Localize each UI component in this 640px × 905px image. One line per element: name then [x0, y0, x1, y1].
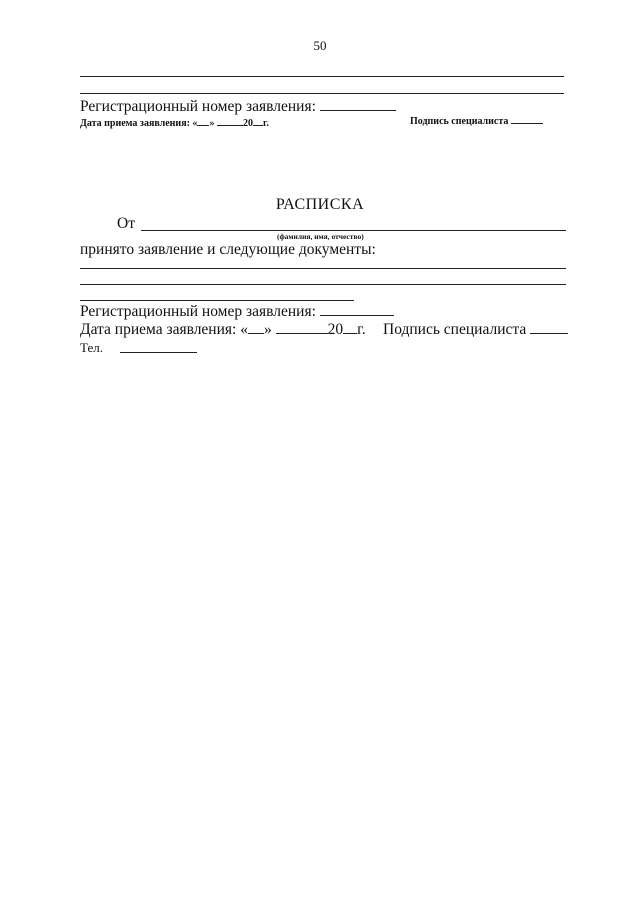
- receipt-signature-blank[interactable]: [530, 322, 568, 334]
- top-reg-number-blank[interactable]: [320, 99, 396, 111]
- top-date-label: Дата приема заявления: «: [80, 118, 198, 129]
- top-signature-label: Подпись специалиста: [410, 116, 509, 127]
- top-signature-blank[interactable]: [511, 115, 543, 124]
- receipt-title: РАСПИСКА: [275, 196, 365, 213]
- receipt-date-year-blank[interactable]: [343, 322, 357, 334]
- receipt-date-month-blank[interactable]: [276, 322, 328, 334]
- receipt-date-quote-close: »: [263, 321, 272, 338]
- top-date-month-blank[interactable]: [217, 117, 243, 126]
- receipt-documents-line-3[interactable]: [80, 300, 354, 301]
- top-date-row: [80, 117, 269, 129]
- receipt-reg-number-label: Регистрационный номер заявления:: [80, 303, 316, 320]
- top-reg-number-label: Регистрационный номер заявления:: [80, 98, 316, 115]
- receipt-date-year-prefix: 20: [327, 321, 344, 338]
- top-reg-number-row: [80, 98, 396, 116]
- receipt-date-year-suffix: г.: [357, 321, 366, 338]
- receipt-documents-label: принято заявление и следующие документы:: [80, 241, 376, 258]
- receipt-date-row: [80, 321, 366, 339]
- receipt-from-line[interactable]: [141, 230, 566, 231]
- receipt-documents-line-1[interactable]: [80, 268, 566, 269]
- top-signature-row: [410, 115, 543, 127]
- top-date-quote-close: »: [209, 118, 215, 129]
- receipt-phone-label: Тел.: [80, 340, 103, 355]
- receipt-reg-number-row: [80, 303, 394, 321]
- top-rule-2: [80, 93, 564, 94]
- top-date-year-prefix: 20: [242, 118, 253, 129]
- top-date-year-blank[interactable]: [253, 117, 263, 126]
- receipt-phone-line[interactable]: [120, 352, 197, 353]
- receipt-phone-row: [80, 340, 103, 356]
- receipt-date-label: Дата приема заявления: «: [80, 321, 248, 338]
- page-number: 50: [313, 38, 327, 53]
- top-date-year-suffix: г.: [262, 118, 269, 129]
- top-rule-1: [80, 76, 564, 77]
- receipt-reg-number-blank[interactable]: [320, 304, 394, 316]
- receipt-name-caption: (фамилия, имя, отчество): [277, 232, 364, 241]
- receipt-date-day-blank[interactable]: [248, 322, 264, 334]
- receipt-signature-label: Подпись специалиста: [383, 321, 527, 338]
- receipt-documents-line-2[interactable]: [80, 284, 566, 285]
- receipt-signature-row: [383, 321, 568, 339]
- top-date-day-blank[interactable]: [197, 117, 209, 126]
- receipt-from-label: От: [117, 215, 135, 232]
